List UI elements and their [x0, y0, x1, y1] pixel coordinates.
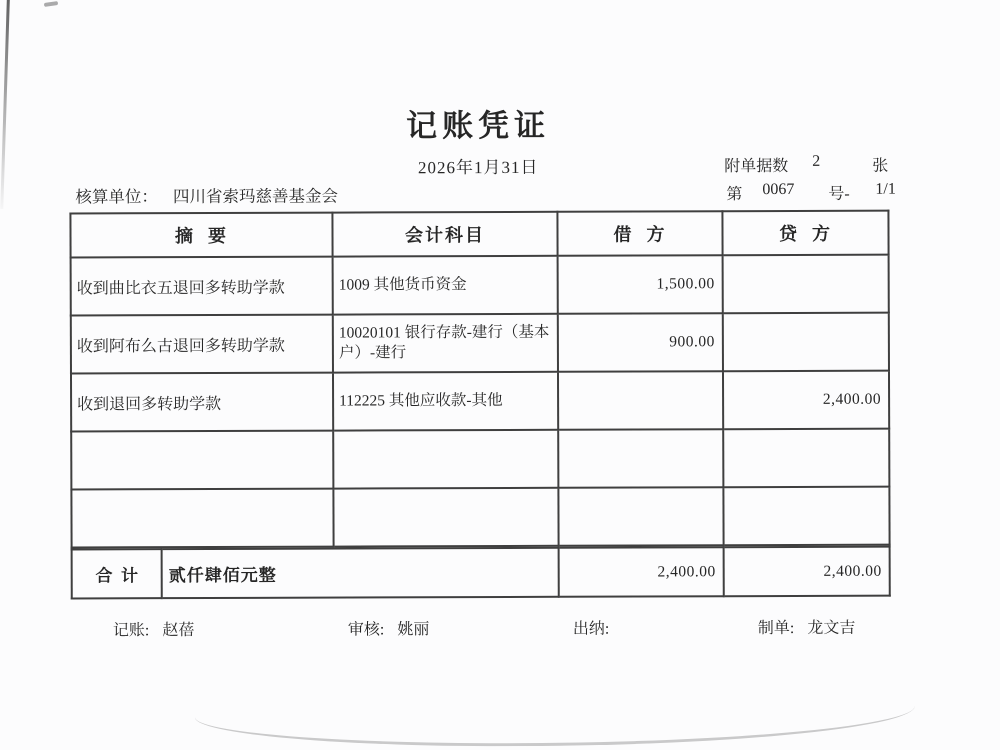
summary-cell: 收到曲比衣五退回多转助学款	[71, 257, 333, 316]
subject-cell: 112225 其他应收款-其他	[333, 372, 558, 431]
total-amount-in-words: 贰仟肆佰元整	[162, 548, 559, 598]
voucher-number-line	[726, 181, 901, 204]
col-header-credit: 贷 方	[722, 211, 888, 256]
attachment-count-line	[724, 153, 894, 176]
col-header-summary: 摘 要	[70, 213, 332, 258]
subject-cell: 1009 其他货币资金	[333, 256, 558, 315]
attachment-count-value: 2	[812, 152, 821, 170]
debit-cell	[558, 487, 723, 546]
total-debit-cell: 2,400.00	[559, 547, 724, 597]
bookkeeper-signature	[113, 617, 195, 640]
table-row	[71, 313, 889, 374]
total-credit-cell: 2,400.00	[724, 547, 890, 597]
total-row	[71, 546, 891, 600]
credit-cell	[723, 255, 889, 314]
signature-line	[1, 614, 1000, 641]
table-row	[71, 487, 889, 548]
summary-cell	[71, 489, 333, 548]
subject-cell: 10020101 银行存款-建行（基本户）-建行	[333, 314, 558, 373]
accounting-unit-label: 核算单位：	[75, 187, 158, 207]
subject-cell	[333, 430, 558, 489]
voucher-title: 记账凭证	[406, 107, 551, 144]
accounting-unit-line	[75, 183, 338, 208]
credit-cell: 2,400.00	[723, 371, 889, 430]
col-header-subject: 会计科目	[332, 212, 557, 257]
table-row	[71, 429, 889, 490]
col-header-debit: 借 方	[557, 211, 722, 256]
credit-cell	[723, 487, 889, 546]
bookkeeper-name: 赵蓓	[162, 622, 195, 640]
summary-cell	[71, 431, 333, 490]
table-row	[71, 371, 889, 432]
total-label: 合 计	[72, 549, 162, 598]
table-row	[71, 255, 889, 316]
attachment-count-unit: 张	[872, 157, 889, 175]
voucher-number-prefix: 第	[726, 186, 743, 204]
reviewer-name: 姚丽	[397, 621, 430, 639]
voucher-number-suffix: 号-	[828, 185, 850, 203]
debit-cell: 1,500.00	[558, 255, 723, 314]
table-header-row	[70, 211, 888, 258]
attachment-count-label: 附单据数	[724, 157, 789, 176]
preparer-name: 龙文吉	[807, 619, 856, 637]
bookkeeper-label: 记账:	[112, 622, 150, 640]
voucher-page-indicator: 1/1	[875, 180, 896, 198]
credit-cell	[723, 313, 889, 372]
summary-cell: 收到阿布么古退回多转助学款	[71, 315, 333, 374]
reviewer-label: 审核:	[347, 621, 385, 639]
preparer-label: 制单:	[757, 619, 795, 638]
reviewer-signature	[348, 616, 430, 639]
preparer-signature	[758, 615, 856, 638]
cashier-signature	[573, 616, 619, 639]
voucher-table	[69, 210, 890, 549]
voucher-number-value: 0067	[762, 180, 795, 199]
cashier-label: 出纳:	[572, 620, 610, 638]
credit-cell	[723, 429, 889, 488]
summary-cell: 收到退回多转助学款	[71, 373, 333, 432]
total-row-inner	[72, 547, 890, 599]
subject-cell	[333, 488, 558, 547]
accounting-unit-value: 四川省索玛慈善基金会	[172, 186, 339, 207]
debit-cell	[558, 429, 723, 488]
debit-cell: 900.00	[558, 313, 723, 372]
debit-cell	[558, 371, 723, 430]
voucher-date: 2026年1月31日	[417, 157, 539, 178]
